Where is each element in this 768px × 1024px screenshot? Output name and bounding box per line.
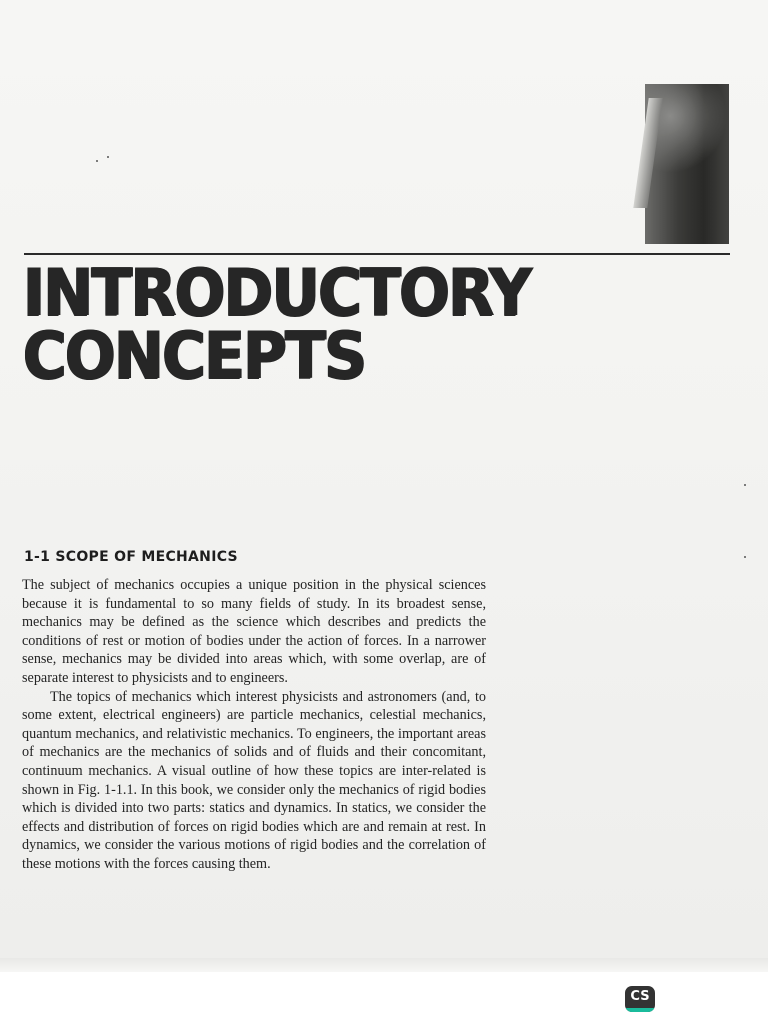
scan-speck <box>107 156 109 158</box>
chapter-title-line-2: CONCEPTS <box>22 319 365 394</box>
chapter-number <box>645 84 729 244</box>
section-heading: 1-1 SCOPE OF MECHANICS <box>24 549 238 565</box>
body-paragraph: The topics of mechanics which interest physicists and astronomers (and, to some extent, electrical engineers) are particle mechanics, celestial mechanics, quantum mechanics, and relativistic mechanics. To engineers, the important areas of mechanics are the mechanics of solids and of fluids and their concomitant, continuum mechanics. A visual outline of how these topics are inter-related is shown in Fig. 1-1.1. In this book, we consider only the mechanics of rigid bodies which is divided into two parts: statics and dynamics. In statics, we consider the effects and distribution of forces on rigid bodies which are and remain at rest. In dynamics, we consider the various motions of rigid bodies and the correlation of these motions with the forces causing them. <box>22 688 486 872</box>
chapter-number-marker <box>645 84 729 244</box>
chapter-title-line-1: INTRODUCTORY <box>22 256 530 331</box>
scan-speck <box>744 556 746 558</box>
chapter-rule <box>24 253 730 255</box>
camscanner-logo-text: CS <box>630 989 650 1004</box>
scan-speck <box>744 484 746 486</box>
body-paragraph: The subject of mechanics occupies a unique position in the physical sciences because it is fundamental to so many fields of study. In its broadest sense, mechanics may be defined as the science which describes and predicts the conditions of rest or motion of bodies under the action of forces. In a narrower sense, mechanics may be divided into areas which, with some overlap, are of separate interest to physicists and to engineers. <box>22 577 486 686</box>
section-body <box>22 576 486 874</box>
chapter-title <box>22 256 537 394</box>
page-bottom-edge <box>0 958 768 972</box>
camscanner-logo <box>625 986 655 1012</box>
scan-speck <box>96 160 98 162</box>
